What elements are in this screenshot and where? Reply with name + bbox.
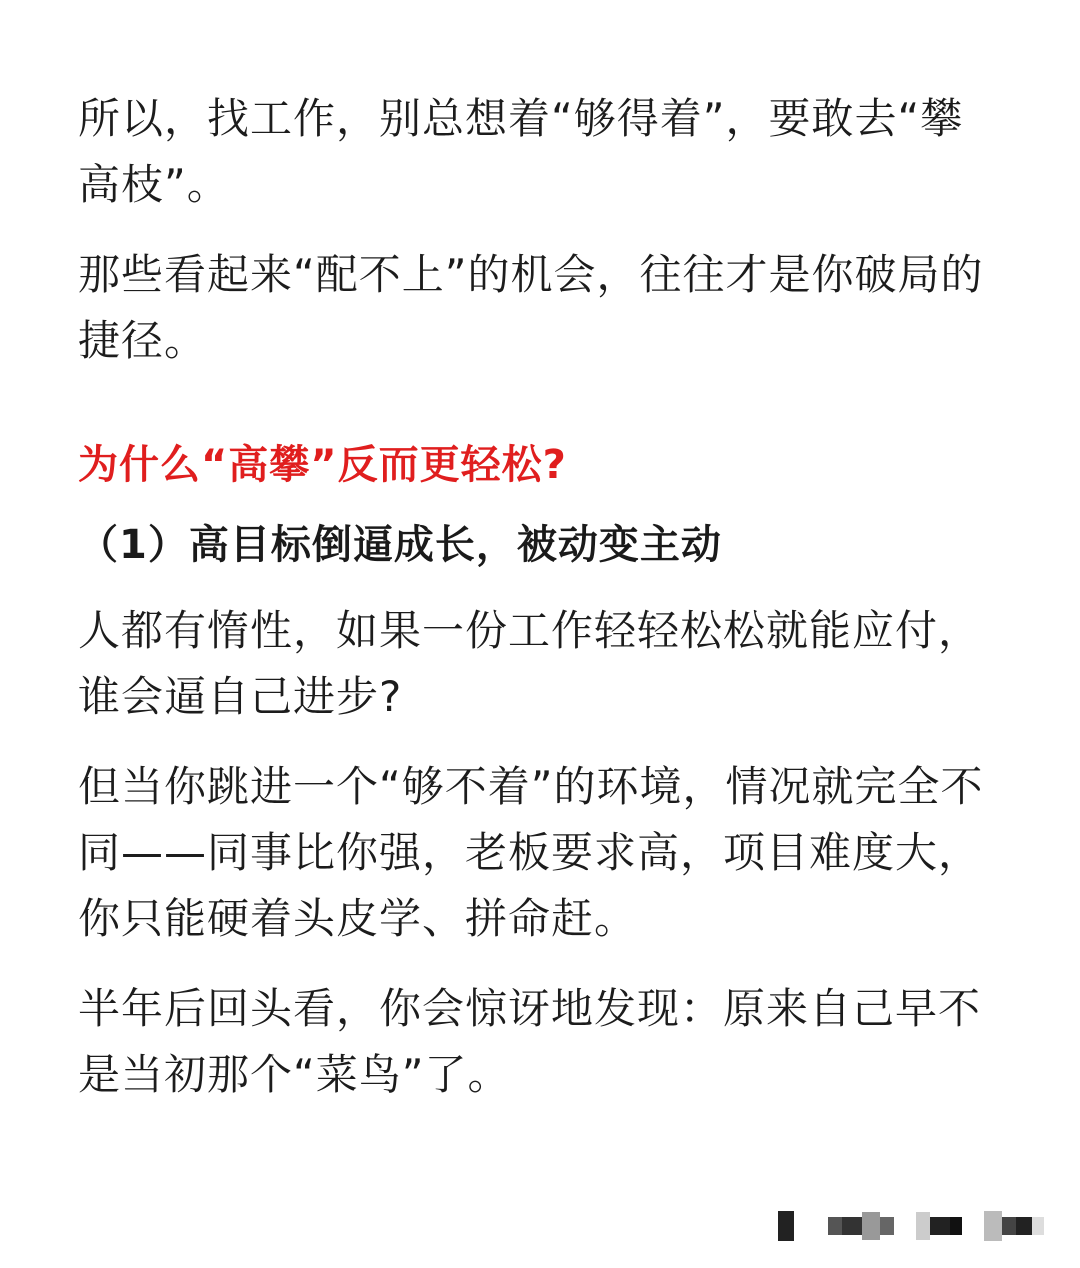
paragraph-4: 但当你跳进一个“够不着”的环境，情况就完全不同——同事比你强，老板要求高，项目难度大，你只能硬着头皮学、拼命赶。 bbox=[78, 762, 984, 943]
blurred-watermark bbox=[778, 1208, 1054, 1244]
article-body bbox=[78, 86, 998, 1132]
paragraph-5: 半年后回头看，你会惊讶地发现：原来自己早不是当初那个“菜鸟”了。 bbox=[78, 984, 982, 1099]
paragraph-1: 所以，找工作，别总想着“够得着”，要敢去“攀高枝”。 bbox=[78, 94, 964, 209]
section-heading: 为什么“高攀”反而更轻松? bbox=[78, 442, 567, 488]
paragraph-2: 那些看起来“配不上”的机会，往往才是你破局的捷径。 bbox=[78, 250, 984, 365]
paragraph-3: 人都有惰性，如果一份工作轻轻松松就能应付，谁会逼自己进步? bbox=[78, 606, 982, 721]
sub-heading: （1）高目标倒逼成长，被动变主动 bbox=[78, 522, 722, 568]
